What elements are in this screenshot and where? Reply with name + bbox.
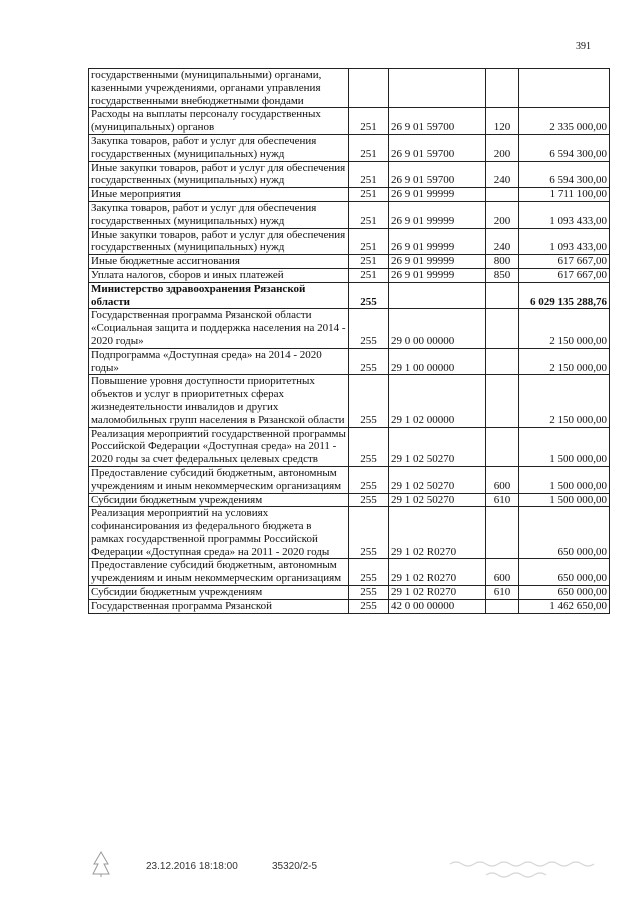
row-dept-code: 251 (349, 188, 389, 202)
row-target-article: 26 9 01 99999 (389, 228, 486, 255)
row-expense-type: 200 (486, 201, 519, 228)
row-expense-type: 200 (486, 134, 519, 161)
table-row (89, 586, 610, 600)
row-dept-code: 251 (349, 228, 389, 255)
row-name: Министерство здравоохранения Рязанской области (89, 282, 349, 309)
row-name: Иные закупки товаров, работ и услуг для обеспечения государственных (муниципальных) нужд (89, 228, 349, 255)
row-amount: 650 000,00 (519, 586, 610, 600)
row-expense-type: 850 (486, 268, 519, 282)
table-row (89, 427, 610, 466)
table-row (89, 268, 610, 282)
row-dept-code: 255 (349, 348, 389, 375)
table-row (89, 375, 610, 427)
row-name: Уплата налогов, сборов и иных платежей (89, 268, 349, 282)
row-target-article: 29 1 02 R0270 (389, 507, 486, 559)
stamp-watermark (446, 855, 596, 881)
row-amount: 1 500 000,00 (519, 493, 610, 507)
row-name: Иные бюджетные ассигнования (89, 255, 349, 269)
row-name: государственными (муниципальными) органами, казенными учреждениями, органами управления государственными внебюджетными фондами (89, 69, 349, 108)
row-target-article: 26 9 01 99999 (389, 201, 486, 228)
row-expense-type (486, 348, 519, 375)
row-amount (519, 69, 610, 108)
row-amount: 617 667,00 (519, 268, 610, 282)
row-expense-type (486, 282, 519, 309)
row-name: Закупка товаров, работ и услуг для обеспечения государственных (муниципальных) нужд (89, 134, 349, 161)
row-dept-code: 251 (349, 161, 389, 188)
row-amount: 1 462 650,00 (519, 599, 610, 613)
row-amount: 2 150 000,00 (519, 309, 610, 348)
row-name: Предоставление субсидий бюджетным, автономным учреждениям и иным некоммерческим организациям (89, 466, 349, 493)
row-name: Реализация мероприятий государственной программы Российской Федерации «Доступная среда» на 2011 - 2020 годы за счет федеральных целевых средств (89, 427, 349, 466)
row-amount: 6 029 135 288,76 (519, 282, 610, 309)
row-amount: 1 093 433,00 (519, 201, 610, 228)
row-amount: 2 335 000,00 (519, 108, 610, 135)
row-amount: 1 711 100,00 (519, 188, 610, 202)
table-row (89, 69, 610, 108)
row-amount: 617 667,00 (519, 255, 610, 269)
row-expense-type: 240 (486, 228, 519, 255)
row-dept-code: 251 (349, 255, 389, 269)
row-name: Предоставление субсидий бюджетным, автономным учреждениям и иным некоммерческим организациям (89, 559, 349, 586)
table-row (89, 255, 610, 269)
table-row (89, 599, 610, 613)
row-dept-code: 255 (349, 599, 389, 613)
row-name: Расходы на выплаты персоналу государственных (муниципальных) органов (89, 108, 349, 135)
row-expense-type: 610 (486, 586, 519, 600)
row-target-article: 26 9 01 99999 (389, 188, 486, 202)
row-name: Иные мероприятия (89, 188, 349, 202)
table-row (89, 228, 610, 255)
row-dept-code: 255 (349, 427, 389, 466)
row-name: Закупка товаров, работ и услуг для обеспечения государственных (муниципальных) нужд (89, 201, 349, 228)
row-dept-code: 255 (349, 375, 389, 427)
row-target-article: 29 1 02 50270 (389, 493, 486, 507)
row-dept-code: 255 (349, 309, 389, 348)
row-target-article: 26 9 01 59700 (389, 134, 486, 161)
row-expense-type (486, 427, 519, 466)
row-target-article: 29 1 00 00000 (389, 348, 486, 375)
table-row (89, 201, 610, 228)
table-row (89, 134, 610, 161)
row-amount: 1 500 000,00 (519, 466, 610, 493)
row-target-article: 29 1 02 50270 (389, 466, 486, 493)
row-name: Иные закупки товаров, работ и услуг для обеспечения государственных (муниципальных) нужд (89, 161, 349, 188)
row-name: Повышение уровня доступности приоритетных объектов и услуг в приоритетных сферах жизнедеятельности инвалидов и других маломобильных групп населения в Рязанской области (89, 375, 349, 427)
row-amount: 2 150 000,00 (519, 375, 610, 427)
row-expense-type: 240 (486, 161, 519, 188)
table-row (89, 282, 610, 309)
row-expense-type (486, 69, 519, 108)
table-row (89, 309, 610, 348)
row-name: Реализация мероприятий на условиях софинансирования из федерального бюджета в рамках государственной программы Российской Федерации «Доступная среда» на 2011 - 2020 годы (89, 507, 349, 559)
row-expense-type (486, 188, 519, 202)
row-expense-type: 610 (486, 493, 519, 507)
row-target-article: 29 1 02 R0270 (389, 586, 486, 600)
table-row (89, 493, 610, 507)
row-amount: 650 000,00 (519, 559, 610, 586)
row-dept-code: 255 (349, 466, 389, 493)
row-name: Субсидии бюджетным учреждениям (89, 493, 349, 507)
row-amount: 1 093 433,00 (519, 228, 610, 255)
row-amount: 2 150 000,00 (519, 348, 610, 375)
row-dept-code: 251 (349, 108, 389, 135)
footer-code: 35320/2-5 (272, 861, 318, 872)
table-row (89, 507, 610, 559)
row-dept-code: 255 (349, 586, 389, 600)
row-target-article: 29 1 02 00000 (389, 375, 486, 427)
row-dept-code: 255 (349, 559, 389, 586)
row-expense-type: 600 (486, 466, 519, 493)
row-amount: 6 594 300,00 (519, 134, 610, 161)
row-expense-type: 600 (486, 559, 519, 586)
budget-table (88, 68, 610, 614)
row-expense-type: 120 (486, 108, 519, 135)
row-target-article: 29 1 02 50270 (389, 427, 486, 466)
row-name: Государственная программа Рязанской области «Социальная защита и поддержка населения на 2014 - 2020 годы» (89, 309, 349, 348)
row-target-article: 26 9 01 59700 (389, 161, 486, 188)
row-dept-code: 255 (349, 282, 389, 309)
row-dept-code: 255 (349, 493, 389, 507)
row-dept-code: 251 (349, 201, 389, 228)
row-target-article: 26 9 01 59700 (389, 108, 486, 135)
row-target-article: 29 0 00 00000 (389, 309, 486, 348)
page-number: 391 (576, 41, 591, 52)
row-dept-code: 251 (349, 134, 389, 161)
table-row (89, 188, 610, 202)
row-name: Подпрограмма «Доступная среда» на 2014 - 2020 годы» (89, 348, 349, 375)
row-expense-type (486, 507, 519, 559)
row-expense-type (486, 309, 519, 348)
row-dept-code: 255 (349, 507, 389, 559)
budget-table-body (89, 69, 610, 614)
row-amount: 650 000,00 (519, 507, 610, 559)
row-expense-type (486, 599, 519, 613)
row-name: Государственная программа Рязанской (89, 599, 349, 613)
row-target-article: 42 0 00 00000 (389, 599, 486, 613)
row-target-article (389, 282, 486, 309)
row-name: Субсидии бюджетным учреждениям (89, 586, 349, 600)
row-target-article (389, 69, 486, 108)
row-expense-type (486, 375, 519, 427)
row-expense-type: 800 (486, 255, 519, 269)
row-dept-code: 251 (349, 268, 389, 282)
row-target-article: 29 1 02 R0270 (389, 559, 486, 586)
row-target-article: 26 9 01 99999 (389, 268, 486, 282)
row-amount: 6 594 300,00 (519, 161, 610, 188)
row-amount: 1 500 000,00 (519, 427, 610, 466)
row-dept-code (349, 69, 389, 108)
table-row (89, 108, 610, 135)
footer-date: 23.12.2016 18:18:00 (146, 861, 238, 872)
table-row (89, 559, 610, 586)
table-row (89, 466, 610, 493)
table-row (89, 348, 610, 375)
table-row (89, 161, 610, 188)
row-target-article: 26 9 01 99999 (389, 255, 486, 269)
document-logo-icon (90, 850, 112, 878)
